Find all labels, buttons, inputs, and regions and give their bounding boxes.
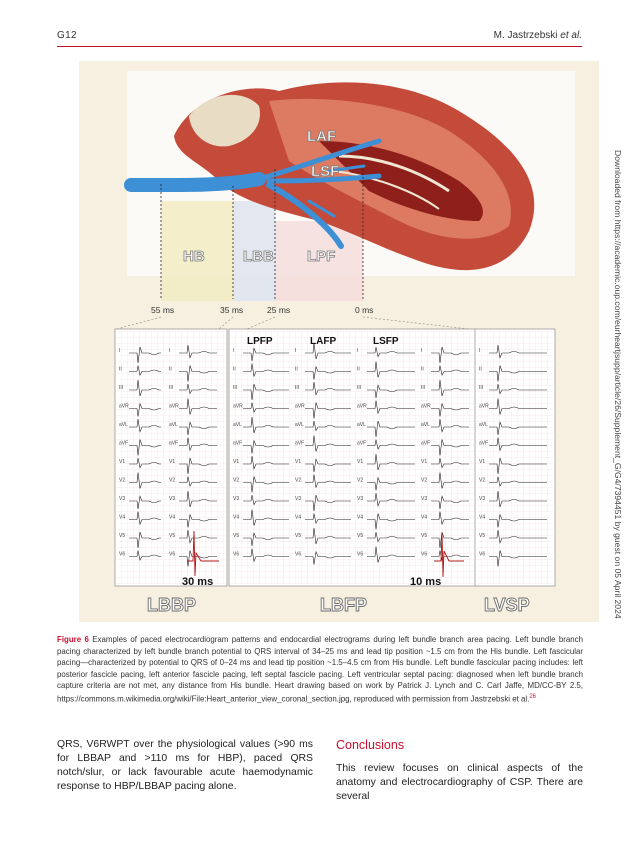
lead-label: III bbox=[479, 385, 484, 391]
figure-6 bbox=[79, 61, 599, 622]
lead-label: V3 bbox=[233, 496, 240, 502]
lead-label: V5 bbox=[119, 533, 126, 539]
lead-label: I bbox=[233, 348, 235, 354]
title-lvsp: LVSP bbox=[484, 595, 530, 615]
lead-label: V4 bbox=[421, 514, 428, 521]
lead-label: aVL bbox=[357, 422, 366, 428]
lead-label: I bbox=[479, 348, 481, 354]
label-lpf: LPF bbox=[307, 248, 336, 265]
label-hb: HB bbox=[183, 248, 205, 265]
timing-55: 55 ms bbox=[151, 305, 175, 315]
lead-label: V6 bbox=[233, 551, 240, 558]
lead-label: V3 bbox=[169, 496, 176, 502]
lead-label: V4 bbox=[169, 514, 176, 521]
lead-label: aVR bbox=[233, 403, 243, 410]
lead-label: V5 bbox=[295, 533, 302, 539]
lead-label: aVR bbox=[169, 403, 179, 410]
lead-label: V5 bbox=[479, 533, 486, 539]
lead-label: V6 bbox=[119, 551, 126, 558]
lead-label: aVL bbox=[119, 422, 128, 428]
lead-label: aVL bbox=[233, 422, 242, 428]
running-header: M. Jastrzebski et al. bbox=[493, 30, 582, 41]
lead-label: I bbox=[119, 348, 121, 354]
lead-label: V3 bbox=[357, 496, 364, 502]
lead-label: V6 bbox=[295, 551, 302, 558]
lead-label: V6 bbox=[357, 551, 364, 558]
timing-25: 25 ms bbox=[267, 305, 291, 315]
label-laf: LAF bbox=[307, 128, 337, 145]
lead-label: V2 bbox=[421, 477, 428, 484]
lead-label: V3 bbox=[119, 496, 126, 502]
lead-label: aVR bbox=[295, 403, 305, 410]
lead-label: V4 bbox=[357, 514, 364, 521]
lead-label: II bbox=[169, 366, 172, 373]
lead-label: I bbox=[357, 348, 359, 354]
marker-10ms: 10 ms bbox=[410, 576, 442, 588]
lead-label: V2 bbox=[479, 477, 486, 484]
lead-label: III bbox=[295, 385, 300, 391]
title-lbfp: LBFP bbox=[320, 595, 367, 615]
lead-label: V3 bbox=[421, 496, 428, 502]
lead-label: V2 bbox=[357, 477, 364, 484]
lead-label: III bbox=[119, 385, 124, 391]
label-lbb: LBB bbox=[243, 248, 274, 265]
header-rule bbox=[57, 46, 582, 47]
lead-label: V1 bbox=[295, 459, 302, 465]
body-text-left: QRS, V6RWPT over the physiological values (>90 ms for LBBAP and >110 ms for HBP), paced QRS notch/slur, or lack favourable acute haemodynamic response to HBP/LBBAP pacing alone. bbox=[57, 739, 313, 792]
figure-svg bbox=[79, 61, 599, 622]
lead-label: V1 bbox=[421, 459, 428, 465]
lead-label: V6 bbox=[421, 551, 428, 558]
lead-label: I bbox=[295, 348, 297, 354]
lead-label: aVF bbox=[421, 440, 431, 447]
lead-label: aVR bbox=[357, 403, 367, 410]
lead-label: V5 bbox=[357, 533, 364, 539]
lead-label: aVL bbox=[421, 422, 430, 428]
lead-label: aVL bbox=[479, 422, 488, 428]
subtitle-lsfp: LSFP bbox=[373, 336, 399, 347]
lead-label: aVR bbox=[421, 403, 431, 410]
lead-label: V3 bbox=[295, 496, 302, 502]
lead-label: V1 bbox=[357, 459, 364, 465]
lead-label: II bbox=[295, 366, 298, 373]
lead-label: aVL bbox=[295, 422, 304, 428]
lead-label: V5 bbox=[233, 533, 240, 539]
figure-caption bbox=[57, 634, 583, 705]
page-number: G12 bbox=[57, 30, 77, 41]
lead-label: III bbox=[421, 385, 426, 391]
lead-label: aVF bbox=[119, 440, 129, 447]
lead-label: aVL bbox=[169, 422, 178, 428]
lead-label: V1 bbox=[233, 459, 240, 465]
lead-label: V4 bbox=[119, 514, 126, 521]
lead-label: aVR bbox=[479, 403, 489, 410]
lead-label: aVF bbox=[479, 440, 489, 447]
lead-label: aVF bbox=[295, 440, 305, 447]
lead-label: V2 bbox=[295, 477, 302, 484]
subtitle-lpfp: LPFP bbox=[247, 336, 273, 347]
lead-label: V2 bbox=[169, 477, 176, 484]
lead-label: V3 bbox=[479, 496, 486, 502]
marker-30ms: 30 ms bbox=[182, 576, 214, 588]
lead-label: V5 bbox=[169, 533, 176, 539]
lead-label: aVF bbox=[357, 440, 367, 447]
download-watermark: Downloaded from https://academic.oup.com/eurheartjsupp/article/26/Supplement_G/G4/7394451 by guest on 05 April 2024 bbox=[613, 150, 623, 619]
ecg-panel-lvsp bbox=[475, 329, 555, 586]
lead-label: aVF bbox=[169, 440, 179, 447]
label-lsf: LSF bbox=[311, 163, 340, 180]
lead-label: I bbox=[169, 348, 171, 354]
lead-label: V5 bbox=[421, 533, 428, 539]
body-text-right: This review focuses on clinical aspects of the anatomy and electrocardiography of CSP. There are several bbox=[336, 763, 583, 802]
lead-label: III bbox=[357, 385, 362, 391]
lead-label: aVF bbox=[233, 440, 243, 447]
lead-label: V2 bbox=[119, 477, 126, 484]
lead-label: V1 bbox=[169, 459, 176, 465]
caption-ref: 26 bbox=[529, 693, 537, 700]
lead-label: V6 bbox=[169, 551, 176, 558]
lead-label: II bbox=[421, 366, 424, 373]
lead-label: III bbox=[169, 385, 174, 391]
lead-label: V4 bbox=[233, 514, 240, 521]
lead-label: II bbox=[357, 366, 360, 373]
lead-label: aVR bbox=[119, 403, 129, 410]
lead-label: II bbox=[233, 366, 236, 373]
lead-label: I bbox=[421, 348, 423, 354]
lead-label: V2 bbox=[233, 477, 240, 484]
timing-35: 35 ms bbox=[220, 305, 244, 315]
lead-label: V4 bbox=[479, 514, 486, 521]
section-heading-conclusions: Conclusions bbox=[336, 738, 405, 752]
lead-label: V1 bbox=[119, 459, 126, 465]
lead-label: II bbox=[479, 366, 482, 373]
subtitle-lafp: LAFP bbox=[310, 336, 337, 347]
caption-label: Figure 6 bbox=[57, 635, 89, 644]
lead-label: V1 bbox=[479, 459, 486, 465]
lead-label: V4 bbox=[295, 514, 302, 521]
lead-label: III bbox=[233, 385, 238, 391]
title-lbbp: LBBP bbox=[147, 595, 196, 615]
timing-0: 0 ms bbox=[355, 305, 374, 315]
lead-label: II bbox=[119, 366, 122, 373]
lead-label: V6 bbox=[479, 551, 486, 558]
caption-text: Examples of paced electrocardiogram patterns and endocardial electrograms during left bundle branch area pacing. Left bundle branch pacing characterized by left bundle branch potential to QRS interval of 34–25 ms and lead tip position ~1.5 cm from the His bundle. Left fascicular pacing—characterized by potential to QRS of 0–24 ms and lead tip position ~1.5–4.5 cm from His bundle. Left bundle fascicular pacing includes: left posterior fascicle pacing, left anterior fascicle pacing, left septal fascicle pacing. Left ventricular septal pacing: diagnosed when left bundle branch capture criteria are not met, any distance from His bundle. Heart drawing based on work by Patrick J. Lynch and C. Carl Jaffe, MD/CC-BY 2.5, https://commons.m.wikimedia.org/wiki/File:Heart_anterior_view_coronal_section.jpg, reproduced with permission from Jastrzebski et al. bbox=[57, 635, 583, 704]
